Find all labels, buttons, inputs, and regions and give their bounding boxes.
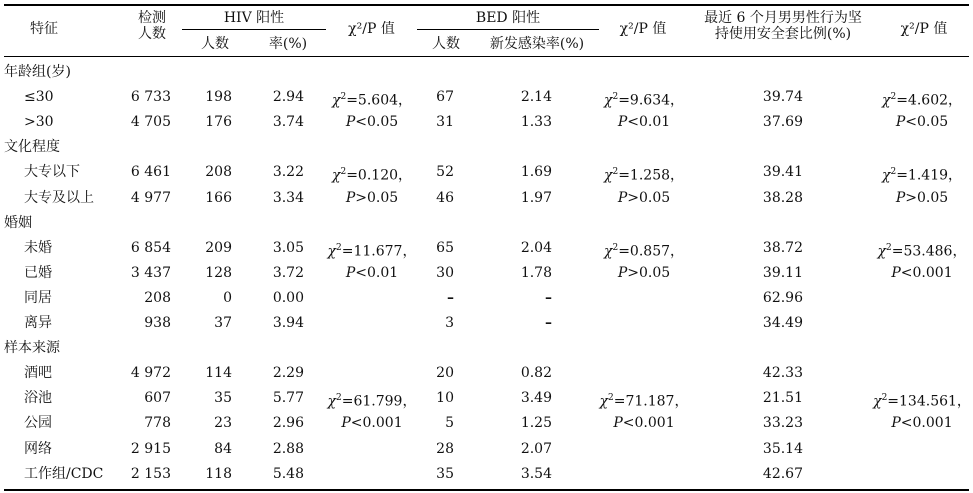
cell-bed-rate: 1.25: [520, 415, 552, 432]
cell-chi3: $\chi^2=1.419$，: [881, 167, 963, 185]
cell-bed-rate: 2.04: [520, 239, 552, 256]
cell-bed-n: 30: [436, 264, 454, 281]
cell-chi2: $\chi^2=1.258$，: [603, 167, 685, 185]
cell-hiv-n: 37: [214, 315, 232, 331]
row-label: >30: [24, 114, 54, 131]
row-label: 工作组/CDC: [24, 465, 104, 482]
cell-bed-n: 10: [436, 390, 454, 407]
cell-condom: 35.14: [762, 440, 803, 457]
cell-bed-n: 65: [436, 239, 454, 256]
cell-tested: 4 705: [130, 114, 171, 131]
cell-bed-n: 28: [436, 440, 454, 457]
header-bed-positive: BED 阳性: [475, 10, 541, 26]
cell-hiv-n: 23: [214, 415, 232, 432]
bottom-rule: [4, 489, 969, 491]
cell-tested: 2 153: [130, 465, 171, 482]
cell-hiv-n: 35: [214, 390, 232, 407]
header-hiv-count: 人数: [201, 36, 229, 52]
group-heading: 文化程度: [4, 139, 60, 156]
header-hiv-rate: 率(%): [268, 36, 308, 52]
cell-hiv-n: 208: [205, 164, 232, 181]
cell-bed-rate: –: [545, 315, 552, 331]
cell-chi3: P<0.05: [895, 114, 949, 131]
group-heading: 样本来源: [4, 340, 60, 357]
header-bottom-rule: [4, 56, 969, 57]
header-chi-p-3: χ²/P 值: [900, 21, 948, 37]
cell-tested: 6 461: [130, 164, 171, 181]
top-rule: [4, 4, 969, 6]
cell-condom: 39.11: [762, 264, 803, 281]
cell-hiv-rate: 3.94: [272, 315, 304, 331]
cell-tested: 208: [144, 289, 171, 306]
cell-condom: 39.41: [762, 164, 803, 181]
cell-bed-n: 20: [436, 365, 454, 382]
cell-chi3: P<0.001: [891, 415, 953, 432]
cell-hiv-n: 198: [205, 89, 232, 106]
cell-hiv-n: 166: [205, 189, 232, 206]
cell-bed-rate: 1.69: [520, 164, 552, 181]
cell-hiv-n: 209: [205, 239, 232, 256]
cell-hiv-rate: 3.72: [272, 264, 304, 281]
row-label: 离异: [24, 315, 52, 331]
cell-bed-rate: 2.07: [520, 440, 552, 457]
cell-hiv-rate: 3.05: [272, 239, 304, 256]
row-label: 大专及以上: [24, 189, 94, 206]
header-bed-count: 人数: [432, 36, 460, 52]
row-label: 网络: [24, 440, 52, 457]
cell-chi1: P>0.05: [345, 189, 399, 206]
cell-condom: 33.23: [762, 415, 803, 432]
row-label: 大专以下: [24, 164, 80, 181]
cell-hiv-n: 128: [205, 264, 232, 281]
cell-chi3: P<0.001: [891, 264, 953, 281]
cell-bed-n: 35: [436, 465, 454, 482]
cell-tested: 4 972: [130, 365, 171, 382]
cell-hiv-rate: 5.48: [272, 465, 304, 482]
cell-chi1: $\chi^2=0.120$，: [331, 167, 413, 185]
cell-condom: 42.33: [762, 365, 803, 382]
row-label: 已婚: [24, 264, 52, 281]
cell-chi2: $\chi^2=0.857$，: [603, 242, 685, 260]
cell-hiv-rate: 3.34: [272, 189, 304, 206]
cell-chi3: P>0.05: [895, 189, 949, 206]
row-label: 酒吧: [24, 365, 52, 382]
group-heading: 婚姻: [4, 214, 32, 231]
cell-chi2: P>0.05: [617, 264, 671, 281]
cell-tested: 607: [144, 390, 171, 407]
cell-bed-rate: 3.54: [520, 465, 552, 482]
cell-chi1: $\chi^2=11.677$，: [327, 242, 417, 260]
cell-condom: 38.28: [762, 189, 803, 206]
cell-tested: 4 977: [130, 189, 171, 206]
cell-hiv-rate: 2.29: [272, 365, 304, 382]
group-heading: 年龄组(岁): [4, 64, 71, 80]
cell-bed-rate: 1.33: [520, 114, 552, 131]
cell-chi2: $\chi^2=9.634$，: [603, 92, 685, 109]
cell-chi1: $\chi^2=5.604$，: [331, 92, 413, 109]
row-label: ≤30: [24, 89, 54, 106]
cell-hiv-rate: 0.00: [272, 289, 304, 306]
cell-chi2: P>0.05: [617, 189, 671, 206]
cell-bed-n: –: [447, 289, 454, 306]
header-condom: 最近 6 个月男男性行为坚 持使用安全套比例(%): [704, 10, 862, 42]
header-chi-p-2: χ²/P 值: [619, 21, 667, 37]
cell-condom: 21.51: [762, 390, 803, 407]
row-label: 浴池: [24, 390, 52, 407]
cell-bed-rate: 1.97: [520, 189, 552, 206]
cell-bed-n: 5: [445, 415, 454, 432]
cell-tested: 778: [144, 415, 171, 432]
cell-chi3: $\chi^2=53.486$，: [877, 242, 967, 260]
cell-tested: 3 437: [130, 264, 171, 281]
cell-condom: 38.72: [762, 239, 803, 256]
cell-bed-rate: 2.14: [520, 89, 552, 106]
cell-hiv-n: 84: [214, 440, 232, 457]
header-tested: 检测 人数: [138, 10, 166, 42]
cell-chi1: P<0.01: [345, 264, 399, 281]
cell-chi2: P<0.01: [617, 114, 671, 131]
cell-bed-n: 3: [445, 315, 454, 331]
cell-hiv-rate: 2.96: [272, 415, 304, 432]
cell-condom: 42.67: [762, 465, 803, 482]
cell-bed-rate: 0.82: [520, 365, 552, 382]
cell-chi2: $\chi^2=71.187$，: [599, 393, 689, 410]
cell-tested: 938: [144, 315, 171, 331]
row-label: 同居: [24, 289, 52, 306]
cell-bed-rate: 3.49: [520, 390, 552, 407]
cell-hiv-rate: 5.77: [272, 390, 304, 407]
cell-hiv-n: 0: [223, 289, 232, 306]
header-feature: 特征: [30, 21, 58, 37]
cell-bed-n: 31: [436, 114, 454, 131]
cell-condom: 62.96: [762, 289, 803, 306]
header-hiv-positive: HIV 阳性: [223, 10, 285, 26]
row-label: 未婚: [24, 239, 52, 256]
cell-chi3: $\chi^2=134.561$，: [873, 393, 971, 410]
hiv-subheader-rule: [182, 29, 326, 30]
header-chi-p-1: χ²/P 值: [348, 21, 395, 37]
cell-chi3: $\chi^2=4.602$，: [881, 92, 963, 109]
cell-hiv-rate: 3.74: [272, 114, 304, 131]
cell-condom: 39.74: [762, 89, 803, 106]
cell-bed-n: 52: [436, 164, 454, 181]
cell-bed-rate: 1.78: [520, 264, 552, 281]
cell-hiv-rate: 2.94: [272, 89, 304, 106]
cell-chi1: P<0.001: [341, 415, 403, 432]
cell-hiv-n: 118: [205, 465, 232, 482]
cell-chi1: $\chi^2=61.799$，: [327, 393, 417, 410]
cell-condom: 37.69: [762, 114, 803, 131]
cell-bed-n: 67: [436, 89, 454, 106]
row-label: 公园: [24, 415, 52, 432]
header-bed-rate: 新发感染率(%): [489, 36, 585, 52]
cell-chi2: P<0.001: [613, 415, 675, 432]
cell-hiv-rate: 2.88: [272, 440, 304, 457]
bed-subheader-rule: [417, 29, 599, 30]
cell-chi1: P<0.05: [345, 114, 399, 131]
cell-hiv-n: 176: [205, 114, 232, 131]
cell-bed-rate: –: [545, 289, 552, 306]
cell-tested: 6 854: [130, 239, 171, 256]
cell-tested: 2 915: [130, 440, 171, 457]
cell-hiv-rate: 3.22: [272, 164, 304, 181]
cell-hiv-n: 114: [205, 365, 232, 382]
cell-condom: 34.49: [762, 315, 803, 331]
cell-tested: 6 733: [130, 89, 171, 106]
cell-bed-n: 46: [436, 189, 454, 206]
